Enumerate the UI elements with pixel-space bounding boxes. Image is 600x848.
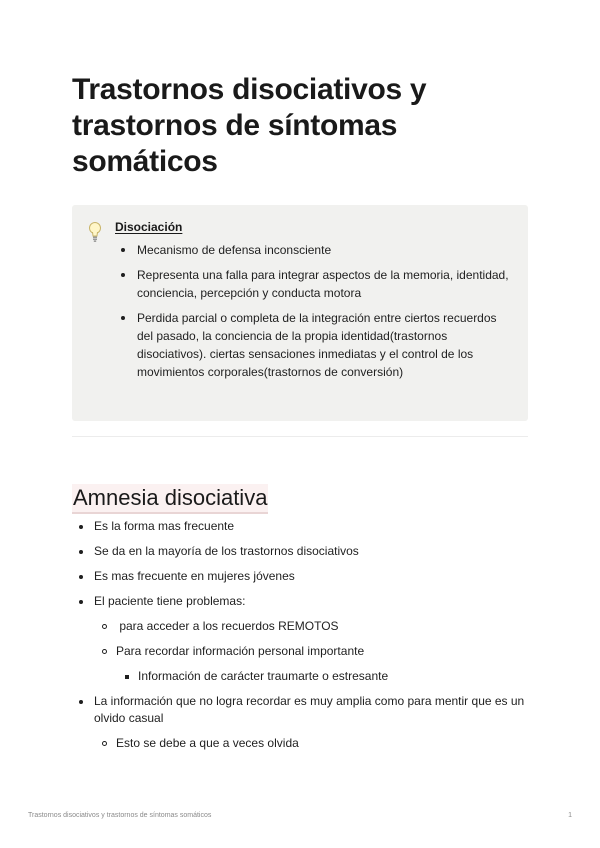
- bullet: [79, 600, 83, 604]
- list-item: [72, 518, 528, 535]
- list-item-text: para acceder a los recuerdos REMOTOS: [116, 619, 339, 633]
- list-item: [115, 241, 515, 259]
- list-item-text: Es la forma mas frecuente: [94, 519, 235, 533]
- bullet: [121, 248, 125, 252]
- list-item: [115, 309, 515, 381]
- title-line: Trastornos disociativos y: [72, 73, 427, 106]
- bullet: [79, 550, 83, 554]
- bullet: [102, 649, 107, 654]
- list-item-text: Se da en la mayoría de los trastornos disociativos: [94, 544, 359, 558]
- bullet: [121, 273, 125, 277]
- divider: [72, 436, 528, 437]
- list-item: [72, 618, 528, 635]
- title-line: somáticos: [72, 145, 218, 178]
- bullet: [102, 624, 107, 629]
- page-title: [72, 72, 528, 180]
- bullet: [79, 525, 83, 529]
- list-item-text: Información de carácter traumarte o estresante: [138, 669, 389, 683]
- callout-title: Disociación: [115, 220, 183, 234]
- list-item: [72, 593, 528, 610]
- callout-list: [115, 241, 515, 388]
- list-item-text: Perdida parcial o completa de la integración entre ciertos recuerdos del pasado, la conciencia de la propia identidad(trastornos disociativos). ciertas sensaciones inmediatas y el control de los movimientos corporales(trastornos de conversión): [137, 311, 497, 379]
- bullet: [121, 316, 125, 320]
- list-item-text: Representa una falla para integrar aspectos de la memoria, identidad, conciencia, percepción y conducta motora: [137, 268, 509, 300]
- list-item-text: Esto se debe a que a veces olvida: [116, 736, 299, 750]
- list-item: [72, 568, 528, 585]
- list-item: [72, 668, 528, 685]
- list-item-text: Es mas frecuente en mujeres jóvenes: [94, 569, 295, 583]
- bullet: [125, 675, 129, 679]
- list-item: [115, 266, 515, 302]
- list-item: [72, 643, 528, 660]
- footer-title: Trastornos disociativos y trastornos de síntomas somáticos: [28, 812, 212, 819]
- list-item-text: Para recordar información personal importante: [116, 644, 365, 658]
- list-item-text: El paciente tiene problemas:: [94, 594, 246, 608]
- bullet: [102, 741, 107, 746]
- callout-box: [72, 205, 528, 421]
- list-item: [72, 543, 528, 560]
- list-item: [72, 735, 528, 752]
- list-item-text: La información que no logra recordar es muy amplia como para mentir que es un olvido casual: [94, 694, 525, 725]
- list-item: [72, 693, 528, 727]
- title-line: trastornos de síntomas: [72, 109, 398, 142]
- page-number: 1: [568, 812, 572, 819]
- list-item-text: Mecanismo de defensa inconsciente: [137, 243, 332, 257]
- bullet: [79, 700, 83, 704]
- lightbulb-icon: [88, 221, 102, 243]
- section-heading: Amnesia disociativa: [72, 484, 268, 514]
- bullet: [79, 575, 83, 579]
- section-list: [72, 518, 528, 760]
